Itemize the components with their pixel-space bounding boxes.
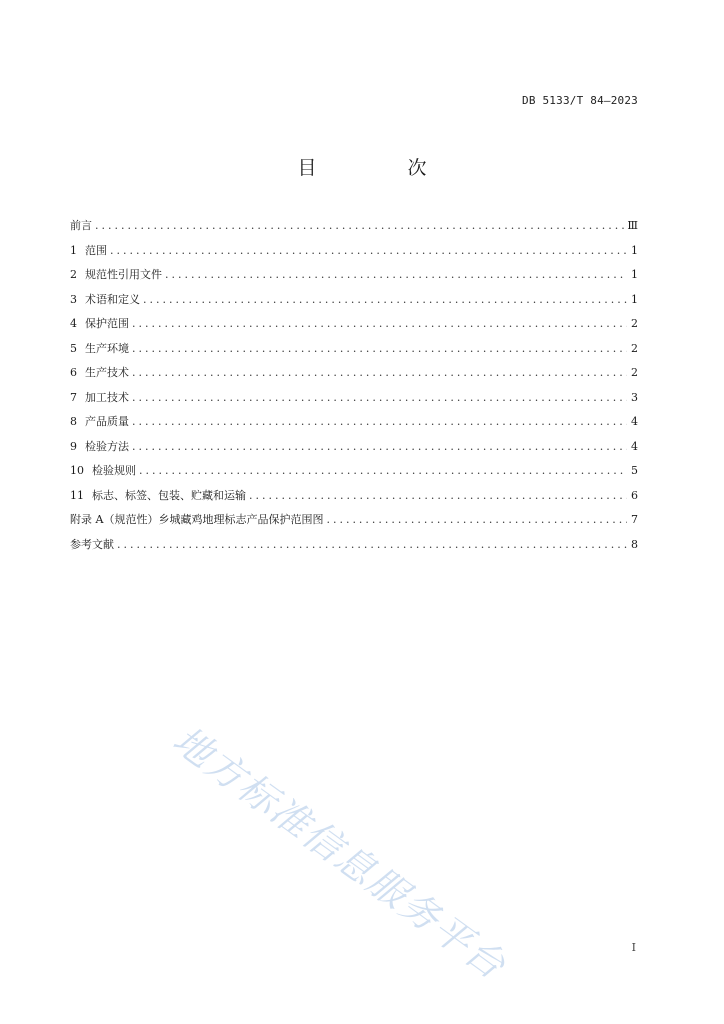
toc-leader-dots	[249, 489, 627, 503]
toc-entry-label: 标志、标签、包装、贮藏和运输	[92, 488, 246, 502]
toc-entry-page: 6	[631, 488, 638, 502]
toc-leader-dots	[132, 366, 627, 380]
toc-entry-label: 保护范围	[85, 317, 129, 330]
toc-entry-page: 2	[631, 366, 638, 379]
toc-leader-dots	[132, 391, 627, 405]
toc-leader-dots	[132, 342, 627, 356]
toc-leader-dots	[139, 464, 627, 478]
toc-entry-page: 5	[631, 464, 638, 477]
toc-leader-dots	[110, 244, 627, 258]
toc-entry-page: 2	[631, 341, 638, 355]
toc-entry-label: 加工技术	[85, 390, 129, 404]
toc-entry-label: 术语和定义	[85, 292, 140, 306]
toc-entry-9[interactable]	[70, 440, 638, 465]
toc-entry-label: 生产技术	[85, 366, 129, 379]
toc-entry-5[interactable]	[70, 342, 638, 367]
toc-entry-number: 2	[70, 268, 77, 281]
toc-entry-number: 3	[70, 292, 77, 306]
toc-entry-1[interactable]	[70, 244, 638, 269]
toc-entry-page: 1	[631, 243, 638, 257]
table-of-contents	[70, 219, 638, 562]
toc-entry-number: 11	[70, 488, 84, 502]
toc-entry-label: 规范性引用文件	[85, 268, 162, 281]
toc-entry-label: 生产环境	[85, 341, 129, 355]
toc-entry-page: 3	[631, 390, 638, 404]
toc-entry-number: 1	[70, 243, 77, 257]
toc-entry-page: 1	[631, 268, 638, 281]
toc-entry-label: 参考文献	[70, 537, 114, 551]
toc-leader-dots	[132, 415, 627, 429]
toc-entry-page: 4	[631, 415, 638, 428]
toc-entry-page: 2	[631, 317, 638, 330]
toc-leader-dots	[117, 538, 627, 552]
toc-leader-dots	[165, 268, 627, 282]
toc-entry-number: 4	[70, 317, 77, 330]
toc-leader-dots	[326, 513, 627, 527]
toc-entry-11[interactable]	[70, 489, 638, 514]
toc-entry-3[interactable]	[70, 293, 638, 318]
toc-leader-dots	[132, 440, 627, 454]
toc-entry-7[interactable]	[70, 391, 638, 416]
toc-leader-dots	[132, 317, 627, 331]
toc-entry-label: 前言	[70, 219, 92, 232]
toc-entry-page: 7	[631, 513, 638, 526]
toc-entry-page: 1	[631, 292, 638, 306]
toc-entry-8[interactable]	[70, 415, 638, 440]
toc-entry-appendix-a[interactable]	[70, 513, 638, 538]
toc-leader-dots	[143, 293, 627, 307]
toc-entry-preface[interactable]	[70, 219, 638, 244]
toc-entry-page: Ⅲ	[627, 219, 638, 232]
toc-entry-label: 检验方法	[85, 439, 129, 453]
toc-entry-page: 8	[631, 537, 638, 551]
toc-entry-10[interactable]	[70, 464, 638, 489]
toc-entry-number: 8	[70, 415, 77, 428]
toc-entry-number: 5	[70, 341, 77, 355]
toc-entry-number: 7	[70, 390, 77, 404]
toc-entry-label: 附录 A（规范性）乡城藏鸡地理标志产品保护范围图	[70, 513, 324, 526]
toc-entry-label: 产品质量	[85, 415, 129, 428]
toc-entry-4[interactable]	[70, 317, 638, 342]
toc-entry-2[interactable]	[70, 268, 638, 293]
toc-entry-number: 6	[70, 366, 77, 379]
toc-entry-number: 9	[70, 439, 77, 453]
page-title: 目 次	[297, 157, 463, 179]
page-number: I	[631, 941, 636, 954]
toc-entry-page: 4	[631, 439, 638, 453]
toc-entry-references[interactable]	[70, 538, 638, 563]
toc-entry-6[interactable]	[70, 366, 638, 391]
document-code: DB 5133/T 84—2023	[522, 94, 638, 107]
watermark-text: 地方标准信息服务平台	[165, 717, 515, 989]
toc-entry-label: 范围	[85, 243, 107, 257]
toc-entry-label: 检验规则	[92, 464, 136, 477]
toc-leader-dots	[95, 219, 624, 233]
toc-entry-number: 10	[70, 464, 84, 477]
